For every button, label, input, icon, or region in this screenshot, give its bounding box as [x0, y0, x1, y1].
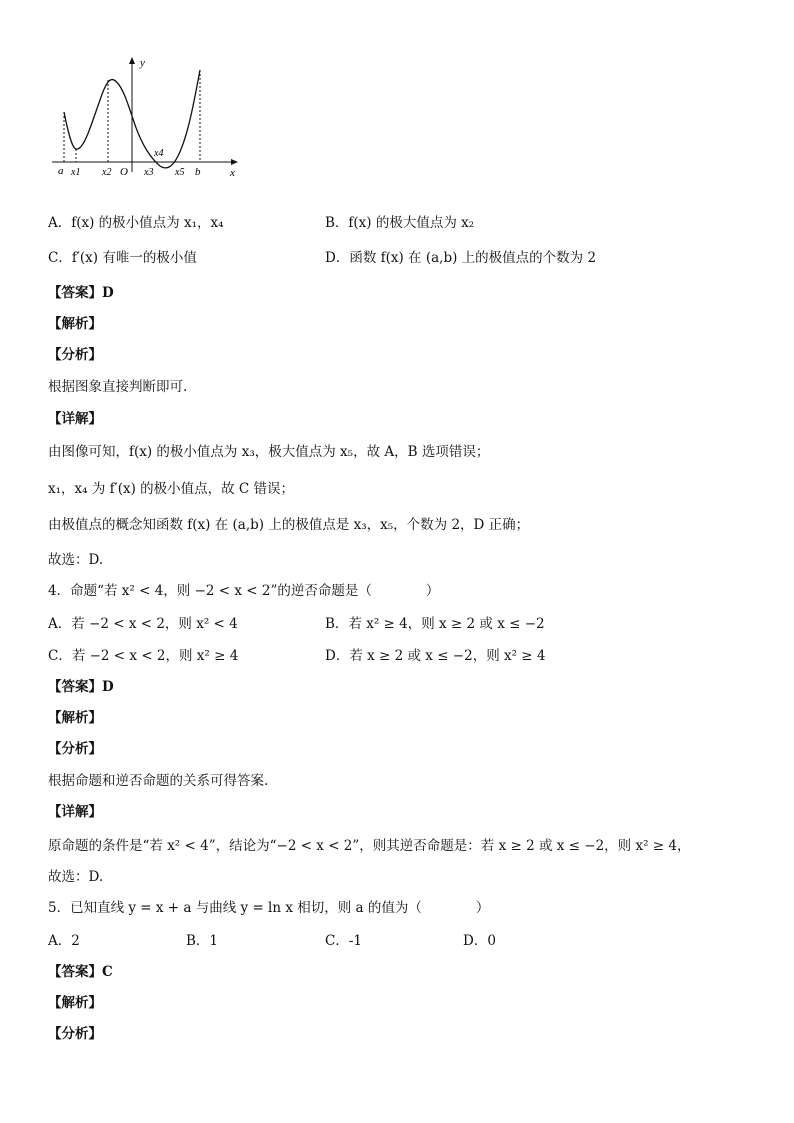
q4-detail-1: 原命题的条件是“若 x² < 4”，结论为“−2 < x < 2”，则其逆否命题是：若 x ≥ 2 或 x ≤ −2，则 x² ≥ 4，: [48, 838, 691, 854]
q3-detail-3: 由极值点的概念知函数 f(x) 在 (a,b) 上的极值点是 x₃，x₅，个数为 2，D 正确；: [48, 517, 530, 533]
q5-option-c: C．-1: [325, 933, 362, 949]
q3-option-c: C．f′(x) 有唯一的极小值: [48, 250, 197, 266]
label-x4: x4: [154, 148, 164, 159]
label-b: b: [195, 166, 201, 178]
q5-option-a: A．2: [48, 933, 80, 949]
q3-xiangjie: 【详解】: [48, 411, 102, 427]
q5-stem: 5．已知直线 y = x + a 与曲线 y = ln x 相切，则 a 的值为（ ）: [48, 900, 490, 916]
q3-jiexi: 【解析】: [48, 316, 102, 332]
q3-option-b: B．f(x) 的极大值点为 x₂: [325, 215, 475, 231]
q3-fenxi-text: 根据图象直接判断即可.: [48, 379, 188, 395]
q3-option-a: A．f(x) 的极小值点为 x₁，x₄: [48, 215, 224, 231]
label-x: x: [230, 167, 235, 179]
label-y: y: [140, 57, 145, 69]
label-origin: O: [120, 166, 128, 178]
q3-conclusion: 故选：D.: [48, 552, 104, 568]
q5-option-d: D．0: [463, 933, 496, 949]
q3-answer: 【答案】D: [48, 285, 114, 301]
q4-conclusion: 故选：D.: [48, 869, 104, 885]
label-x1: x1: [71, 167, 81, 178]
q4-fenxi: 【分析】: [48, 741, 102, 757]
q4-option-c: C．若 −2 < x < 2，则 x² ≥ 4: [48, 648, 239, 664]
q4-fenxi-text: 根据命题和逆否命题的关系可得答案.: [48, 773, 269, 789]
q5-fenxi: 【分析】: [48, 1026, 102, 1042]
x-axis-arrow-icon: [231, 159, 238, 165]
label-x2: x2: [102, 167, 112, 178]
label-x5: x5: [175, 167, 185, 178]
label-x3: x3: [144, 167, 154, 178]
q4-option-d: D．若 x ≥ 2 或 x ≤ −2，则 x² ≥ 4: [325, 648, 546, 664]
q5-jiexi: 【解析】: [48, 995, 102, 1011]
q5-answer: 【答案】C: [48, 964, 113, 980]
q3-detail-2: x₁，x₄ 为 f′(x) 的极小值点，故 C 错误；: [48, 481, 295, 497]
q3-option-d: D．函数 f(x) 在 (a,b) 上的极值点的个数为 2: [325, 250, 597, 266]
function-graph-figure: [48, 52, 248, 182]
q4-option-b: B．若 x² ≥ 4，则 x ≥ 2 或 x ≤ −2: [325, 616, 545, 632]
q4-jiexi: 【解析】: [48, 710, 102, 726]
q4-option-a: A．若 −2 < x < 2，则 x² < 4: [48, 616, 238, 632]
q3-detail-1: 由图像可知，f(x) 的极小值点为 x₃，极大值点为 x₅，故 A，B 选项错误；: [48, 444, 490, 460]
q5-option-b: B．1: [186, 933, 219, 949]
label-a: a: [58, 165, 64, 177]
q4-answer: 【答案】D: [48, 679, 114, 695]
q4-stem: 4．命题“若 x² < 4，则 −2 < x < 2”的逆否命题是（ ）: [48, 583, 440, 599]
y-axis-arrow-icon: [129, 57, 135, 64]
q4-xiangjie: 【详解】: [48, 804, 102, 820]
q3-fenxi: 【分析】: [48, 347, 102, 363]
